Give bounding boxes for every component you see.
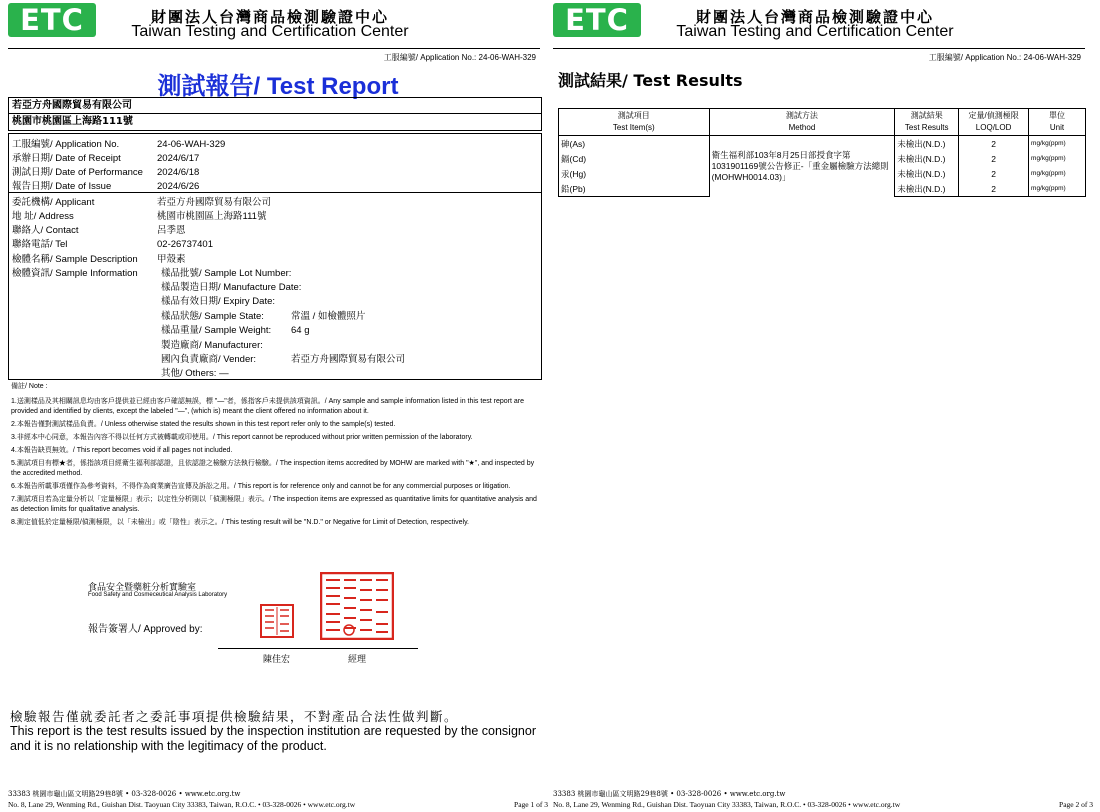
client-address: 桃園市桃園區上海路111號 bbox=[12, 116, 133, 127]
footer-address-en: No. 8, Lane 29, Wenming Rd., Guishan Dist. Taoyuan City 33383, Taiwan, R.O.C. • 03-328-0026 • www.etc.org.tw bbox=[553, 800, 901, 809]
unit: mg/kg(ppm) bbox=[1029, 136, 1086, 152]
results-title: 測試結果/ Test Results bbox=[558, 71, 743, 90]
report-page-1 bbox=[8, 0, 548, 812]
sample-info-label: 樣品製造日期/ Manufacture Date: bbox=[161, 282, 302, 293]
note-item: 6.本報告所載事項僅作為參考資料，不得作為商業廣告宣傳及訴訟之用。/ This report is for reference only and cannot be for any commercial purposes or litigation. bbox=[11, 483, 511, 490]
test-item: 鉛(Pb) bbox=[559, 181, 710, 197]
loq-value: 2 bbox=[959, 136, 1029, 152]
column-header-item bbox=[559, 109, 710, 136]
footer-address-en: No. 8, Lane 29, Wenming Rd., Guishan Dist. Taoyuan City 33383, Taiwan, R.O.C. • 03-328-0026 • www.etc.org.tw bbox=[8, 800, 356, 809]
header-zh: 測試結果 bbox=[910, 111, 943, 120]
info-label: 檢體名稱/ Sample Description bbox=[12, 254, 138, 265]
sample-info-row bbox=[161, 322, 310, 336]
header-en: Test Results bbox=[904, 123, 949, 132]
sample-info-label: 國內負責廠商/ Vender: bbox=[161, 354, 257, 365]
client-name: 若亞方舟國際貿易有限公司 bbox=[9, 98, 541, 114]
info-row bbox=[12, 236, 213, 250]
test-result: 未檢出(N.D.) bbox=[895, 166, 959, 181]
info-value: 02-26737401 bbox=[157, 239, 213, 250]
header-rule bbox=[553, 48, 1085, 49]
header-zh: 測試方法 bbox=[785, 111, 818, 120]
approved-by-label: 報告簽署人/ Approved by: bbox=[88, 624, 203, 635]
sample-info-value: 若亞方舟國際貿易有限公司 bbox=[291, 354, 406, 365]
etc-logo: ETC bbox=[8, 3, 96, 37]
info-value: 2024/6/18 bbox=[157, 167, 200, 178]
loq-value: 2 bbox=[959, 151, 1029, 166]
unit: mg/kg(ppm) bbox=[1029, 151, 1086, 166]
loq-value: 2 bbox=[959, 166, 1029, 181]
results-header-row bbox=[559, 109, 1086, 136]
signatory-title: 經理 bbox=[348, 655, 367, 665]
note-item: 5.測試項目有標★者，係指該項目經衛生福利部認證，且依認證之檢驗方法執行檢驗。/ The inspection items accredited by MOHW are marked with "★", and inspected by the accredited method. bbox=[11, 460, 535, 477]
info-row bbox=[12, 194, 271, 208]
test-result: 未檢出(N.D.) bbox=[895, 181, 959, 197]
sample-info-label: 樣品批號/ Sample Lot Number: bbox=[161, 268, 292, 279]
note-item: 8.測定值低於定量極限/偵測極限，以「未檢出」或「陰性」表示之。/ This testing result will be "N.D." or Negative for Limit of Detection, respectively. bbox=[11, 519, 469, 526]
header-en: Unit bbox=[1049, 123, 1065, 132]
column-header-unit bbox=[1029, 109, 1086, 136]
note-item: 4.本報告缺頁無效。/ This report becomes void if all pages not included. bbox=[11, 447, 233, 454]
sample-info-label: 樣品狀態/ Sample State: bbox=[161, 311, 264, 322]
header-en: Test Item(s) bbox=[612, 123, 655, 132]
info-value: 若亞方舟國際貿易有限公司 bbox=[157, 197, 272, 208]
info-value: 甲殼素 bbox=[157, 254, 186, 265]
disclaimer-zh: 檢驗報告僅就委託者之委託事項提供檢驗結果，不對產品合法性做判斷。 bbox=[10, 709, 459, 724]
org-name-en: Taiwan Testing and Certification Center bbox=[131, 23, 409, 40]
info-label: 地 址/ Address bbox=[12, 211, 74, 222]
sample-info-row bbox=[161, 365, 229, 379]
info-row bbox=[12, 150, 199, 164]
client-box bbox=[8, 97, 542, 131]
info-value: 桃園市桃園區上海路111號 bbox=[157, 211, 267, 222]
sample-info-label: 製造廠商/ Manufacturer: bbox=[161, 340, 263, 351]
info-label: 檢體資訊/ Sample Information bbox=[12, 268, 138, 279]
info-label: 測試日期/ Date of Performance bbox=[12, 167, 143, 178]
info-label: 承辦日期/ Date of Receipt bbox=[12, 153, 121, 164]
info-row bbox=[12, 222, 186, 236]
info-row bbox=[12, 136, 225, 150]
sample-info-label: 樣品重量/ Sample Weight: bbox=[161, 325, 272, 336]
notes-section bbox=[11, 382, 539, 528]
personal-seal-icon bbox=[260, 604, 294, 638]
note-item: 3.非經本中心同意，本報告內容不得以任何方式被轉載或印使用。/ This report cannot be reproduced without prior written permission of the laboratory. bbox=[11, 434, 473, 441]
org-name-zh: 財團法人台灣商品檢測驗證中心 bbox=[150, 8, 389, 26]
info-label: 聯絡電話/ Tel bbox=[12, 239, 68, 250]
sample-info-row bbox=[161, 337, 291, 351]
info-value: 2024/6/26 bbox=[157, 181, 200, 192]
application-number: 工服編號/ Application No.: 24-06-WAH-329 bbox=[383, 53, 536, 62]
header-en: Method bbox=[788, 123, 816, 132]
note-item: 2.本報告僅對測試樣品負責。/ Unless otherwise stated the results shown in this test report refer only to the sample(s) tested. bbox=[11, 421, 396, 428]
info-label: 報告日期/ Date of Issue bbox=[12, 181, 112, 192]
header-en: LOQ/LOD bbox=[975, 123, 1012, 132]
info-row bbox=[12, 208, 266, 222]
org-name-en: Taiwan Testing and Certification Center bbox=[676, 23, 954, 40]
lab-name-en: Food Safety and Cosmeceutical Analysis Laboratory bbox=[88, 592, 228, 598]
notes-title: 備註/ Note : bbox=[11, 383, 48, 390]
page-number: Page 1 of 3 bbox=[514, 800, 548, 809]
header-zh: 定量/偵測極限 bbox=[968, 111, 1019, 120]
header-zh: 單位 bbox=[1049, 111, 1066, 120]
info-label: 聯絡人/ Contact bbox=[12, 225, 79, 236]
info-row bbox=[12, 164, 199, 178]
test-result: 未檢出(N.D.) bbox=[895, 136, 959, 152]
disclaimer-en-line-1: This report is the test results issued by the inspection institution are requested by the consignor bbox=[10, 724, 536, 738]
header-rule bbox=[8, 48, 540, 49]
note-item: 1.送測樣品及其相關訊息均由客戶提供並已經由客戶確認無誤，標 "—"者，係指客戶未提供該項資訊。/ Any sample and sample information listed in this test report are provided and identified by clients, except the labeled "—", (which is) meant the client offered no information about it. bbox=[11, 398, 524, 415]
test-item: 鎘(Cd) bbox=[559, 151, 710, 166]
sample-info-value: 64 g bbox=[291, 325, 310, 336]
info-row bbox=[12, 265, 157, 279]
column-header-loq bbox=[959, 109, 1029, 136]
signatory-name: 陳佳宏 bbox=[263, 655, 291, 665]
test-result: 未檢出(N.D.) bbox=[895, 151, 959, 166]
report-page-2 bbox=[553, 0, 1093, 812]
org-name-zh: 財團法人台灣商品檢測驗證中心 bbox=[695, 8, 934, 26]
report-title: 測試報告/ Test Report bbox=[157, 73, 399, 100]
application-number: 工服編號/ Application No.: 24-06-WAH-329 bbox=[928, 53, 1081, 62]
test-method: 衛生福利部103年8月25日部授食字第1031901169號公告修正-「重金屬檢驗方法總則(MOHWH0014.03)」 bbox=[709, 136, 895, 197]
lab-name-zh: 食品安全暨藥粧分析實驗室 bbox=[88, 583, 197, 593]
disclaimer-en-line-2: and it is no relationship with the legitimacy of the product. bbox=[10, 739, 327, 753]
signature-line bbox=[218, 648, 418, 649]
column-header-method bbox=[709, 109, 895, 136]
info-value: 24-06-WAH-329 bbox=[157, 139, 226, 150]
test-item: 砷(As) bbox=[559, 136, 710, 152]
footer-address-zh: 33383 桃園市龜山區文明路29巷8號 • 03-328-0026 • www.etc.org.tw bbox=[553, 790, 786, 798]
footer-address-zh: 33383 桃園市龜山區文明路29巷8號 • 03-328-0026 • www.etc.org.tw bbox=[8, 790, 241, 798]
etc-logo: ETC bbox=[553, 3, 641, 37]
info-value: 2024/6/17 bbox=[157, 153, 200, 164]
info-divider bbox=[9, 192, 541, 193]
sample-info-label: 其他/ Others: bbox=[161, 368, 217, 379]
unit: mg/kg(ppm) bbox=[1029, 166, 1086, 181]
sample-info-row bbox=[161, 293, 291, 307]
info-label: 委託機構/ Applicant bbox=[12, 197, 95, 208]
sample-info-value: 常溫 / 如檢體照片 bbox=[291, 311, 366, 322]
info-row bbox=[12, 178, 199, 192]
column-header-result bbox=[895, 109, 959, 136]
sample-info-row bbox=[161, 351, 405, 365]
sample-info-row bbox=[161, 308, 365, 322]
test-item: 汞(Hg) bbox=[559, 166, 710, 181]
header-zh: 測試項目 bbox=[617, 111, 650, 120]
official-seal-icon bbox=[320, 572, 394, 640]
results-table bbox=[558, 108, 1086, 197]
table-row bbox=[559, 136, 1086, 152]
sample-info-value: — bbox=[219, 368, 229, 379]
note-item: 7.測試項目若為定量分析以「定量極限」表示；以定性分析則以「偵測極限」表示。/ The inspection items are expressed as quantitative limits for quantitative analysis and as detection limits for qualitative analysis. bbox=[11, 496, 537, 513]
sample-info-row bbox=[161, 265, 291, 279]
sample-info-label: 樣品有效日期/ Expiry Date: bbox=[161, 296, 276, 307]
report-info-box bbox=[8, 133, 542, 380]
page-number: Page 2 of 3 bbox=[1059, 800, 1093, 809]
info-row bbox=[12, 251, 186, 265]
unit: mg/kg(ppm) bbox=[1029, 181, 1086, 197]
loq-value: 2 bbox=[959, 181, 1029, 197]
info-value: 呂季恩 bbox=[157, 225, 186, 236]
sample-info-row bbox=[161, 279, 302, 293]
info-label: 工服編號/ Application No. bbox=[12, 139, 120, 150]
